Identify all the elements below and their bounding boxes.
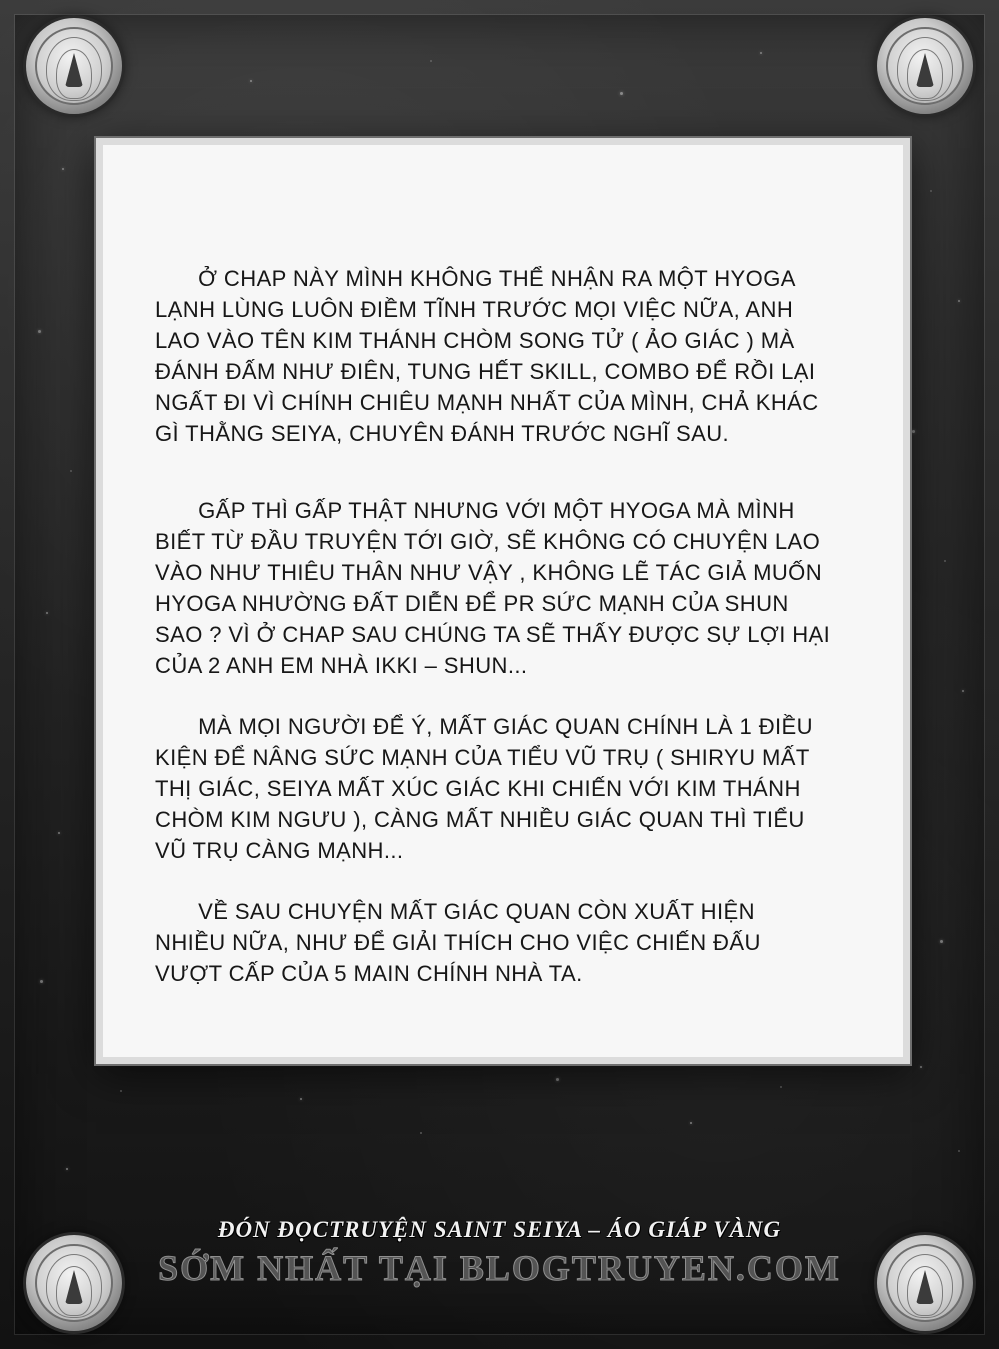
banner-line-secondary: SỚM NHẤT TẠI BLOGTRUYEN.COM — [158, 1248, 841, 1288]
note-paragraph: GẤP THÌ GẤP THẬT NHƯNG VỚI MỘT HYOGA MÀ MÌNH BIẾT TỪ ĐẦU TRUYỆN TỚI GIỜ, SẼ KHÔNG CÓ CHUYỆN LAO VÀO NHƯ THIÊU THÂN NHƯ VẬY , KHÔNG LẼ TÁC GIẢ MUỐN HYOGA NHƯỜNG ĐẤT DIỄN ĐỂ PR SỨC MẠNH CỦA SHUN SAO ? VÌ Ở CHAP SAU CHÚNG TA SẼ THẤY ĐƯỢC SỰ LỢI HẠI CỦA 2 ANH EM NHÀ IKKI – SHUN... — [155, 498, 831, 678]
note-paragraph: Ở CHAP NÀY MÌNH KHÔNG THỂ NHẬN RA MỘT HYOGA LẠNH LÙNG LUÔN ĐIỀM TĨNH TRƯỚC MỌI VIỆC NỮA, ANH LAO VÀO TÊN KIM THÁNH CHÒM SONG TỬ ( ẢO GIÁC ) MÀ ĐÁNH ĐẤM NHƯ ĐIÊN, TUNG HẾT SKILL, COMBO ĐỂ RỒI LẠI NGẤT ĐI VÌ CHÍNH CHIÊU MẠNH NHẤT CỦA MÌNH, CHẢ KHÁC GÌ THẰNG SEIYA, CHUYÊN ĐÁNH TRƯỚC NGHĨ SAU. — [155, 266, 819, 446]
flame-crest-icon — [877, 18, 973, 114]
banner-line-primary: ĐÓN ĐỌCTRUYỆN SAINT SEIYA – ÁO GIÁP VÀNG — [217, 1217, 782, 1242]
flame-crest-icon — [26, 18, 122, 114]
flame-crest-icon — [26, 1235, 122, 1331]
site-credit-banner — [0, 1217, 999, 1289]
note-text-body — [103, 145, 903, 1059]
note-panel — [96, 138, 910, 1064]
note-paragraph: VỀ SAU CHUYỆN MẤT GIÁC QUAN CÒN XUẤT HIỆN NHIỀU NỮA, NHƯ ĐỂ GIẢI THÍCH CHO VIỆC CHIẾN ĐẤU VƯỢT CẤP CỦA 5 MAIN CHÍNH NHÀ TA. — [155, 899, 761, 986]
flame-crest-icon — [877, 1235, 973, 1331]
note-paragraph: MÀ MỌI NGƯỜI ĐỂ Ý, MẤT GIÁC QUAN CHÍNH LÀ 1 ĐIỀU KIỆN ĐỂ NÂNG SỨC MẠNH CỦA TIỂU VŨ TRỤ ( SHIRYU MẤT THỊ GIÁC, SEIYA MẤT XÚC GIÁC KHI CHIẾN VỚI KIM THÁNH CHÒM KIM NGƯU ), CÀNG MẤT NHIỀU GIÁC QUAN THÌ TIỂU VŨ TRỤ CÀNG MẠNH... — [155, 714, 813, 863]
